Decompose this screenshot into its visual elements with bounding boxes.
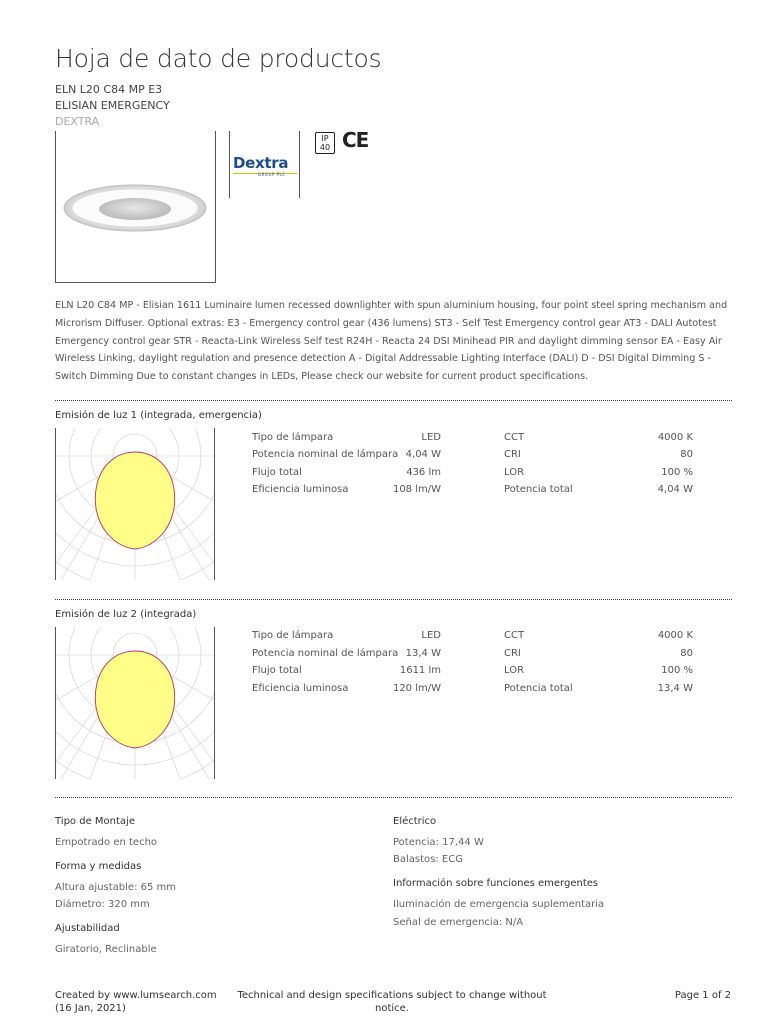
height-value: Altura ajustable: 65 mm [55, 882, 177, 893]
spec-label: Tipo de lámpara [252, 630, 334, 641]
spec-label: CCT [504, 630, 525, 641]
spec-value: 13,4 W [405, 648, 441, 659]
ce-mark-icon: CE [342, 128, 369, 152]
divider [55, 797, 732, 798]
brand-name: DEXTRA [55, 115, 100, 128]
emergency-info-1: Iluminación de emergencia suplementaria [393, 899, 605, 910]
spec-row [504, 630, 694, 648]
adjust-title: Ajustabilidad [55, 923, 120, 934]
footer-notice-2: notice. [375, 1003, 409, 1014]
spec-label: Eficiencia luminosa [252, 683, 349, 694]
adjust-value: Giratorio, Reclinable [55, 944, 157, 955]
spec-value: 4000 K [657, 630, 693, 641]
shape-title: Forma y medidas [55, 861, 142, 872]
spec-value: 120 lm/W [392, 683, 441, 694]
spec-row [504, 467, 694, 485]
polar-diagram-1 [55, 428, 215, 580]
footer-created: Created by www.lumsearch.com [55, 990, 217, 1001]
spec-label: CCT [504, 432, 525, 443]
page-title: Hoja de dato de productos [55, 44, 382, 73]
spec-row [504, 665, 694, 683]
emergency-title: Información sobre funciones emergentes [393, 878, 599, 889]
power-value: Potencia: 17,44 W [393, 837, 484, 848]
spec-row [252, 432, 442, 450]
spec-value: 436 lm [406, 467, 441, 478]
emission-2-title: Emisión de luz 2 (integrada) [55, 609, 197, 620]
footer-notice-1: Technical and design specifications subject to change without [237, 990, 547, 1001]
polar-chart-2 [56, 627, 214, 779]
spec-label: CRI [504, 449, 521, 460]
spec-value: LED [421, 432, 441, 443]
divider [55, 599, 732, 600]
spec-value: 1611 lm [399, 665, 441, 676]
spec-value: 108 lm/W [392, 484, 441, 495]
emission-2-left-specs [252, 630, 442, 710]
spec-label: Flujo total [252, 467, 302, 478]
spec-value: 100 % [661, 665, 693, 676]
divider [55, 400, 732, 401]
electric-title: Eléctrico [393, 816, 437, 827]
page-number: Page 1 of 2 [674, 990, 731, 1001]
ballast-value: Balastos: ECG [393, 854, 463, 865]
spec-label: CRI [504, 648, 521, 659]
ip-rating-badge [315, 132, 335, 154]
emission-1-title: Emisión de luz 1 (integrada, emergencia) [55, 410, 262, 421]
footer-date: (16 Jan, 2021) [55, 1003, 126, 1014]
spec-row [252, 683, 442, 701]
emission-2-right-specs [504, 630, 694, 710]
product-photo [55, 131, 216, 283]
spec-row [504, 484, 694, 502]
ip-value: 40 [319, 143, 331, 152]
spec-row [252, 665, 442, 683]
spec-label: LOR [504, 665, 525, 676]
product-description: ELN L20 C84 MP - Elisian 1611 Luminaire lumen recessed downlighter with spun aluminium housing, four point steel spring mechanism and Microrism Diffuser. Optional extras: E3 - Emergency control gear (436 lumens) ST3 - Self Test Emergency control gear AT3 - DALI Autotest Emergency control gear STR - Reacta-Link Wireless Self test R24H - Reacta 24 DSI Minihead PIR and daylight dimming sensor EA - Easy Air Wireless Linking, daylight regulation and presence detection A - Digital Addressable Lighting Interface (DALI) D - DSI Digital Dimming S - Switch Dimming Due to constant changes in LEDs, Please check our website for current product specifications. [55, 300, 728, 383]
spec-row [504, 648, 694, 666]
ip-label: IP [321, 134, 329, 143]
mounting-value: Empotrado en techo [55, 837, 158, 848]
diameter-value: Diámetro: 320 mm [55, 899, 150, 910]
polar-chart-1 [56, 428, 214, 580]
spec-value: 80 [680, 648, 693, 659]
spec-value: LED [421, 630, 441, 641]
spec-row [252, 484, 442, 502]
spec-row [252, 630, 442, 648]
spec-value: 4,04 W [405, 449, 441, 460]
luminaire-image [56, 131, 215, 282]
emergency-info-2: Señal de emergencia: N/A [393, 917, 524, 928]
emission-1-right-specs [504, 432, 694, 512]
spec-value: 80 [680, 449, 693, 460]
dextra-logo [229, 131, 300, 198]
spec-row [504, 449, 694, 467]
spec-row [252, 467, 442, 485]
spec-label: Eficiencia luminosa [252, 484, 349, 495]
spec-row [252, 648, 442, 666]
spec-label: Potencia total [504, 683, 573, 694]
polar-diagram-2 [55, 627, 215, 779]
spec-value: 100 % [661, 467, 693, 478]
product-code: ELN L20 C84 MP E3 [55, 83, 163, 96]
spec-value: 4,04 W [657, 484, 693, 495]
spec-row [252, 449, 442, 467]
spec-row [504, 432, 694, 450]
mounting-title: Tipo de Montaje [55, 816, 135, 827]
spec-label: Potencia total [504, 484, 573, 495]
spec-value: 13,4 W [657, 683, 693, 694]
emission-1-left-specs [252, 432, 442, 512]
spec-row [504, 683, 694, 701]
logo-subtitle: GROUP PLC [258, 172, 286, 177]
spec-label: LOR [504, 467, 525, 478]
spec-label: Potencia nominal de lámpara [252, 449, 399, 460]
spec-label: Tipo de lámpara [252, 432, 334, 443]
spec-label: Potencia nominal de lámpara [252, 648, 399, 659]
spec-label: Flujo total [252, 665, 302, 676]
logo-word: Dextra [233, 154, 289, 172]
product-name: ELISIAN EMERGENCY [55, 99, 170, 112]
spec-value: 4000 K [657, 432, 693, 443]
